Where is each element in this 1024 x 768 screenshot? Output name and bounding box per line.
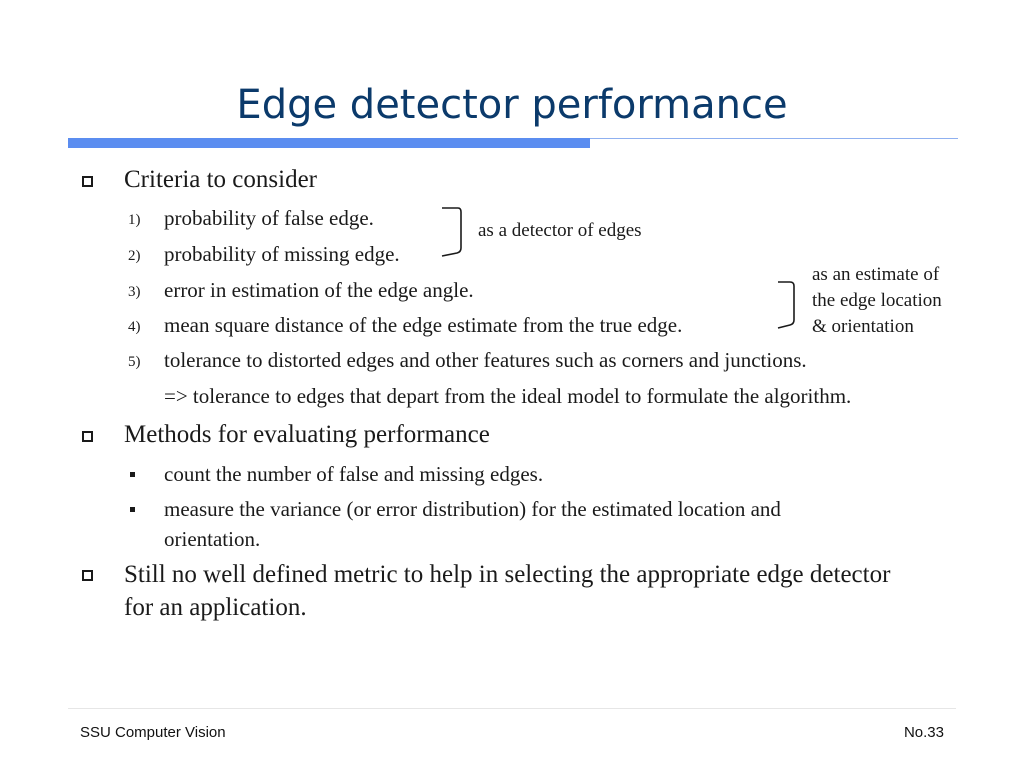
section-heading-criteria: Criteria to consider xyxy=(124,166,317,193)
bullet-text: orientation. xyxy=(164,527,261,551)
bullet-text: measure the variance (or error distribution) for the estimated location and xyxy=(164,497,781,521)
title-underline-thin xyxy=(590,138,958,139)
footer-page-number: No.33 xyxy=(903,724,944,741)
list-item-text: error in estimation of the edge angle. xyxy=(164,278,474,302)
bracket-icon xyxy=(776,280,800,330)
conclusion-text: for an application. xyxy=(124,594,307,621)
continuation-text: => tolerance to edges that depart from the ideal model to formulate the algorithm. xyxy=(164,384,852,408)
list-item-number: 5) xyxy=(128,354,141,370)
list-item-number: 2) xyxy=(128,248,141,264)
checkbox-bullet-icon xyxy=(82,570,93,581)
footer-divider xyxy=(68,708,956,709)
note-detector: as a detector of edges xyxy=(478,220,642,241)
list-item-number: 3) xyxy=(128,284,141,300)
square-bullet-icon xyxy=(130,472,135,477)
note-estimate-line: the edge location xyxy=(812,290,942,311)
section-heading-methods: Methods for evaluating performance xyxy=(124,421,490,448)
bullet-text: count the number of false and missing edges. xyxy=(164,462,544,486)
footer-course: SSU Computer Vision xyxy=(80,724,226,741)
checkbox-bullet-icon xyxy=(82,176,93,187)
title-underline-accent xyxy=(68,138,590,148)
conclusion-text: Still no well defined metric to help in selecting the appropriate edge detector xyxy=(124,561,891,588)
list-item-text: probability of false edge. xyxy=(164,206,374,230)
list-item-text: mean square distance of the edge estimate from the true edge. xyxy=(164,313,683,337)
note-estimate-line: & orientation xyxy=(812,316,914,337)
list-item-text: tolerance to distorted edges and other features such as corners and junctions. xyxy=(164,348,807,372)
list-item-number: 4) xyxy=(128,319,141,335)
list-item-number: 1) xyxy=(128,212,141,228)
bracket-icon xyxy=(440,206,470,260)
square-bullet-icon xyxy=(130,507,135,512)
list-item-text: probability of missing edge. xyxy=(164,242,400,266)
slide-title: Edge detector performance xyxy=(236,82,788,128)
note-estimate-line: as an estimate of xyxy=(812,264,940,285)
checkbox-bullet-icon xyxy=(82,431,93,442)
